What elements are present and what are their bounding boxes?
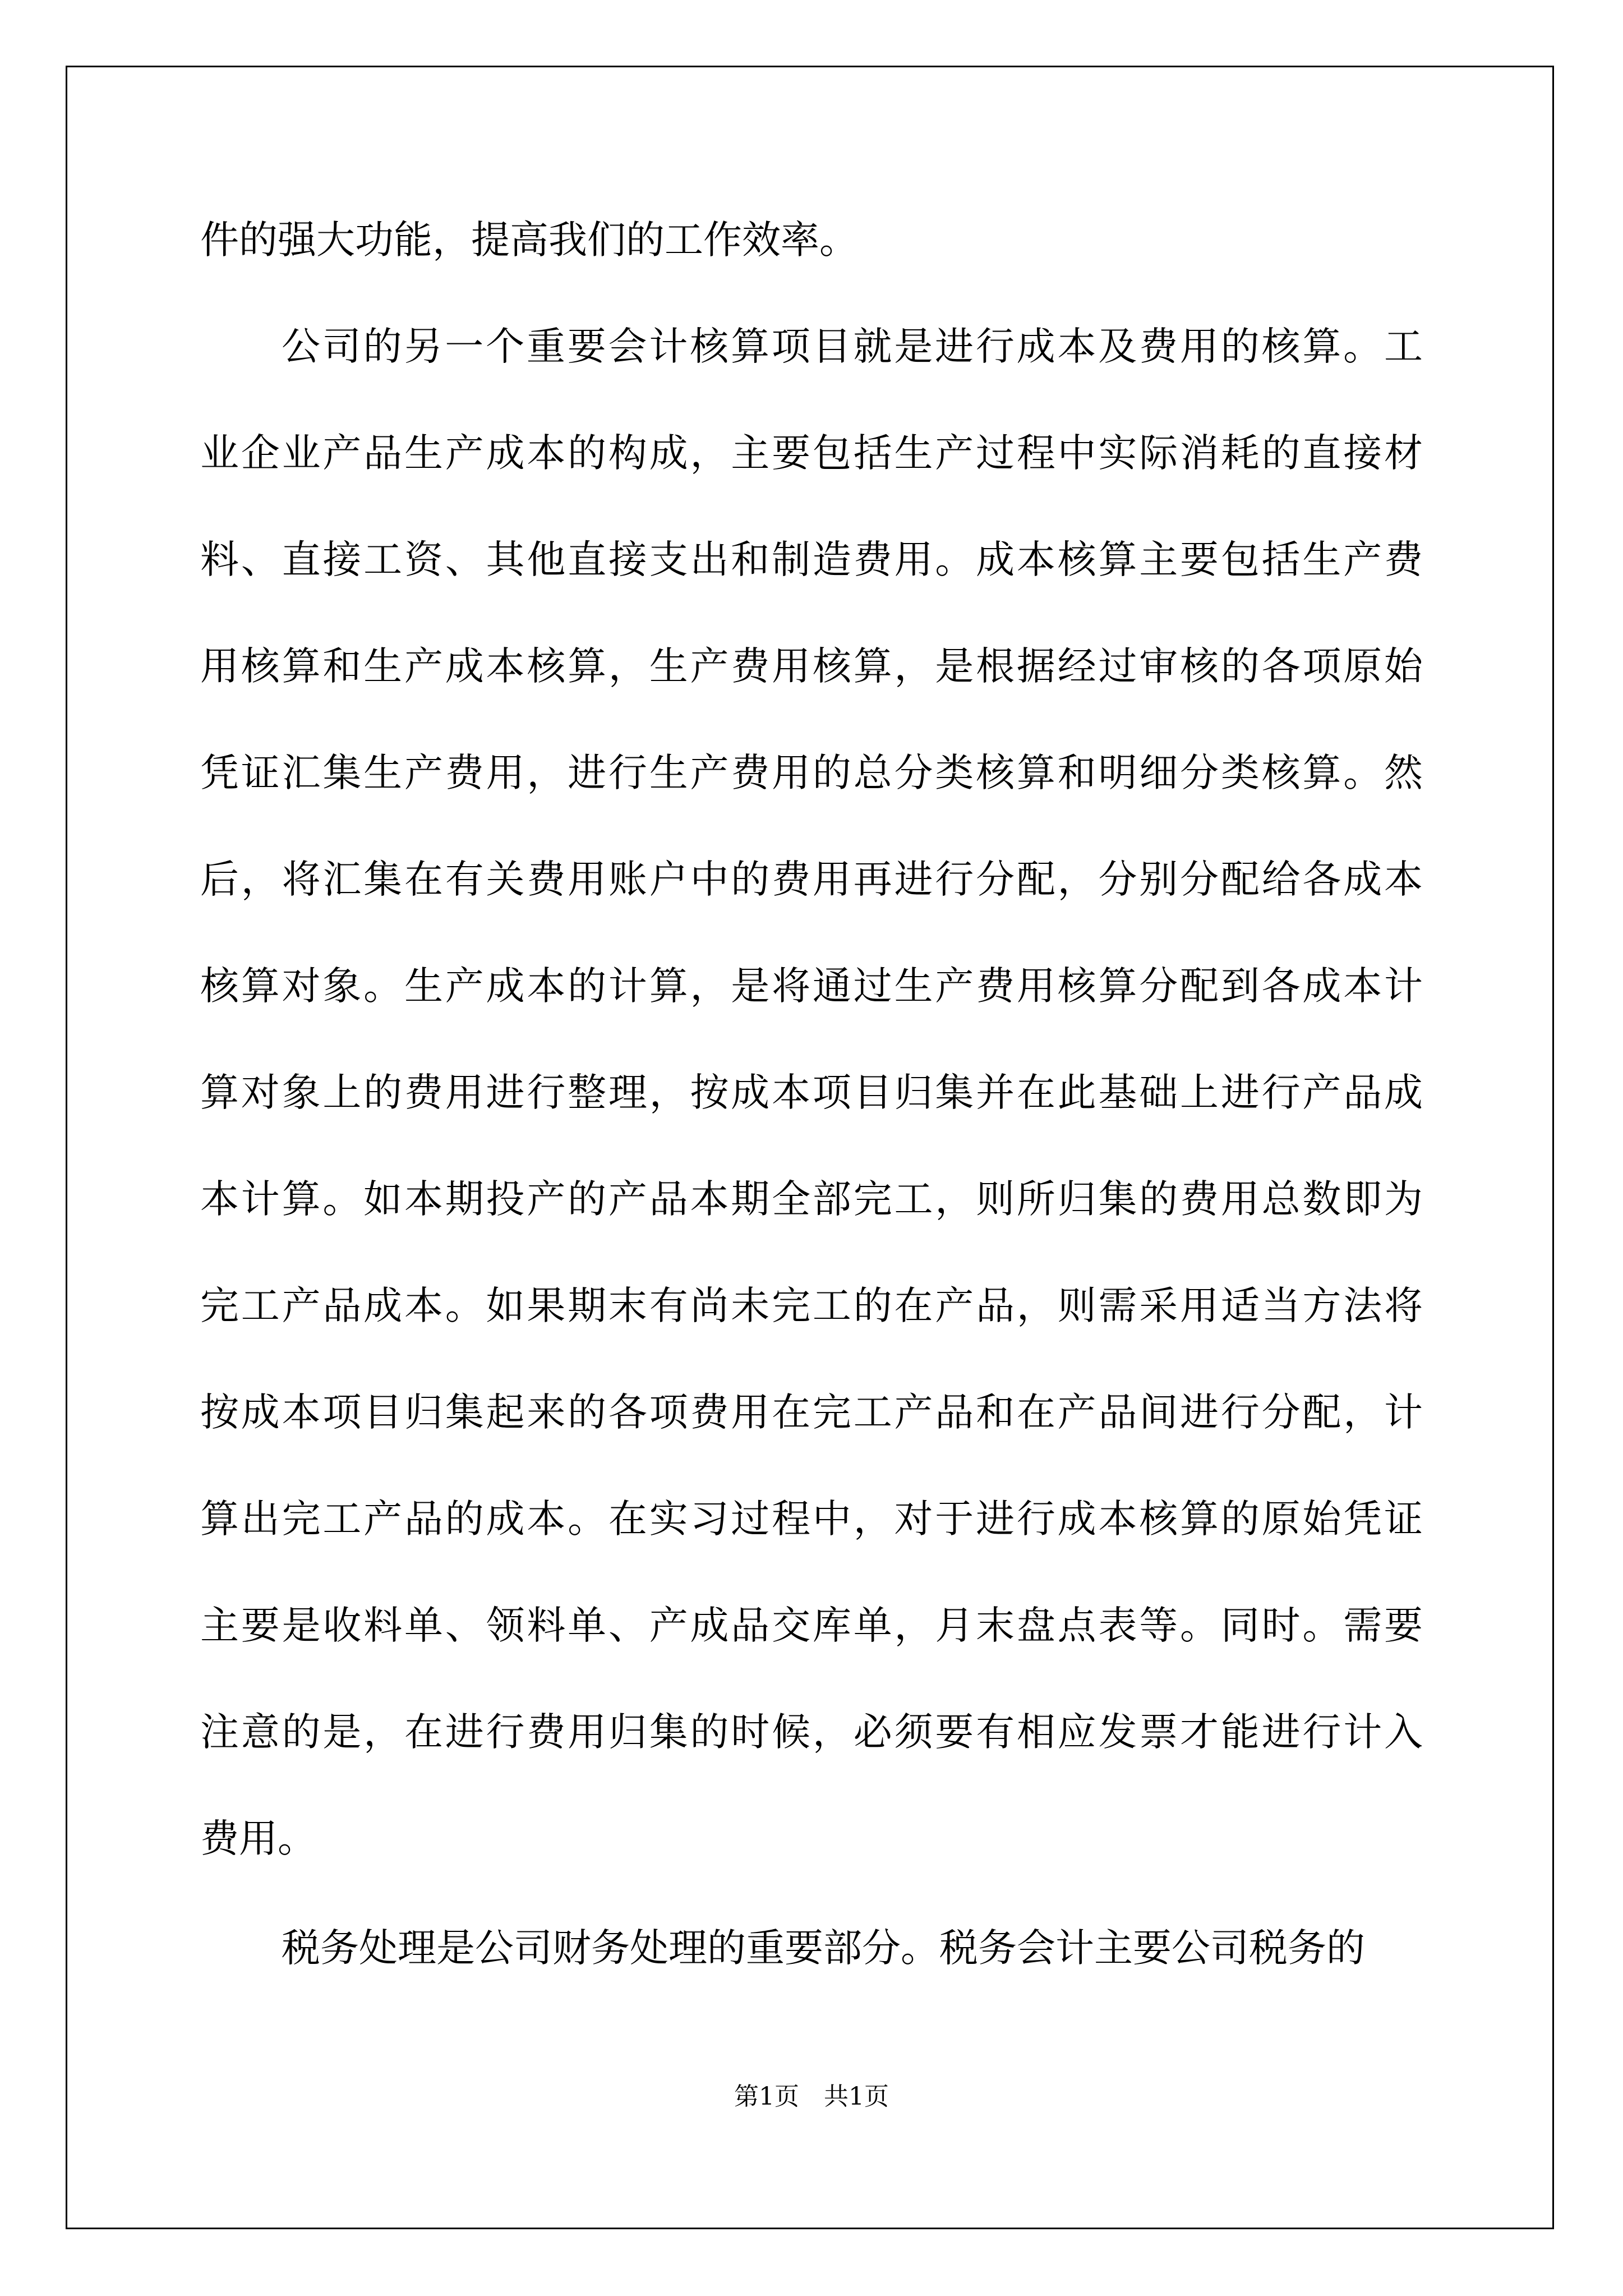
body-line-17: 税务处理是公司财务处理的重要部分。税务会计主要公司税务的 bbox=[282, 1926, 1365, 1971]
body-line-13: 算出完工产品的成本。在实习过程中，对于进行成本核算的原始凭证 bbox=[200, 1497, 1423, 1542]
body-line-7: 后，将汇集在有关费用账户中的费用再进行分配，分别分配给各成本 bbox=[200, 857, 1423, 902]
page-number: 第1页 共1页 bbox=[734, 2082, 889, 2111]
body-line-4: 料、直接工资、其他直接支出和制造费用。成本核算主要包括生产费 bbox=[200, 537, 1423, 582]
body-line-16: 费用。 bbox=[200, 1816, 316, 1861]
page-border bbox=[66, 66, 1554, 2229]
body-line-6: 凭证汇集生产费用，进行生产费用的总分类核算和明细分类核算。然 bbox=[200, 751, 1423, 795]
body-line-10: 本计算。如本期投产的产品本期全部完工，则所归集的费用总数即为 bbox=[200, 1177, 1423, 1222]
body-line-15: 注意的是，在进行费用归集的时候，必须要有相应发票才能进行计入 bbox=[200, 1710, 1423, 1755]
body-line-11: 完工产品成本。如果期末有尚未完工的在产品，则需采用适当方法将 bbox=[200, 1283, 1423, 1328]
body-line-14: 主要是收料单、领料单、产成品交库单，月末盘点表等。同时。需要 bbox=[200, 1603, 1423, 1648]
body-line-5: 用核算和生产成本核算，生产费用核算，是根据经过审核的各项原始 bbox=[200, 644, 1423, 689]
body-line-2: 公司的另一个重要会计核算项目就是进行成本及费用的核算。工 bbox=[282, 324, 1423, 369]
body-line-12: 按成本项目归集起来的各项费用在完工产品和在产品间进行分配，计 bbox=[200, 1390, 1423, 1435]
body-line-3: 业企业产品生产成本的构成，主要包括生产过程中实际消耗的直接材 bbox=[200, 431, 1423, 476]
page-footer bbox=[0, 2080, 1623, 2114]
body-line-1: 件的强大功能，提高我们的工作效率。 bbox=[200, 218, 858, 263]
body-line-8: 核算对象。生产成本的计算，是将通过生产费用核算分配到各成本计 bbox=[200, 964, 1423, 1009]
body-line-9: 算对象上的费用进行整理，按成本项目归集并在此基础上进行产品成 bbox=[200, 1070, 1423, 1115]
